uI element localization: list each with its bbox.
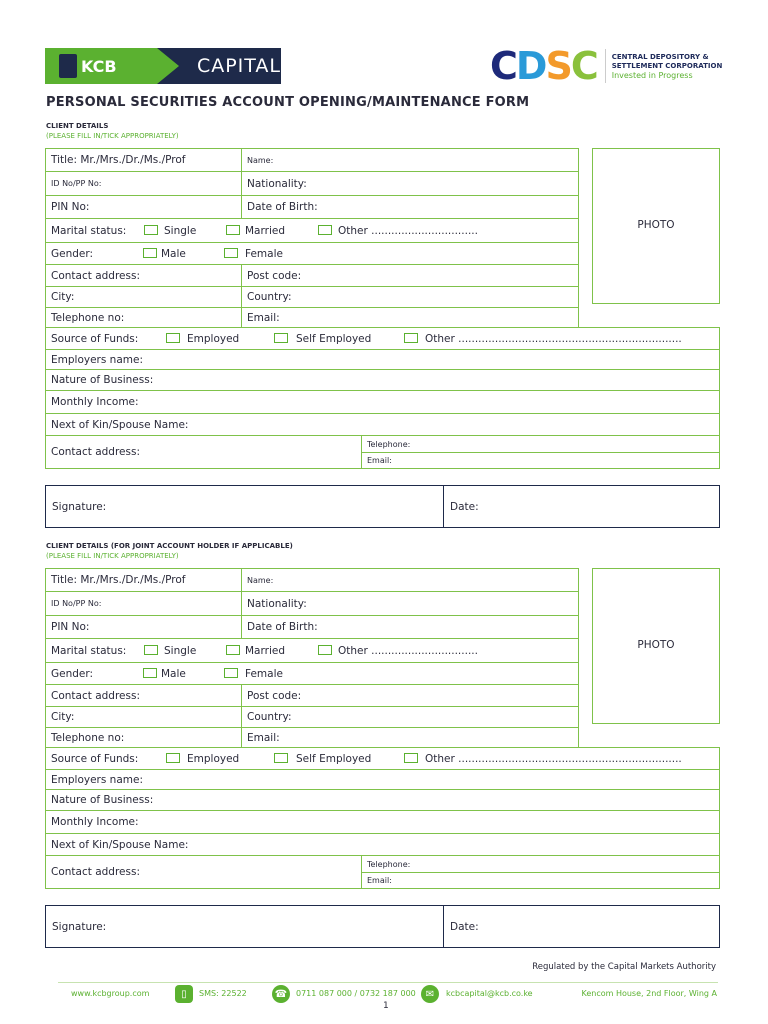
cdsc-text — [612, 53, 723, 80]
kcb-unit: CAPITAL — [196, 55, 281, 77]
self-employed-label: Self Employed — [296, 332, 372, 345]
joint-male-checkbox[interactable] — [143, 668, 157, 678]
gender-row — [45, 242, 579, 265]
joint-source-of-funds-label: Source of Funds: — [51, 752, 139, 765]
employers-name-field[interactable]: Employers name: — [45, 349, 720, 370]
female-checkbox[interactable] — [224, 248, 238, 258]
joint-photo-label: PHOTO — [637, 639, 675, 651]
male-label: Male — [161, 247, 186, 260]
date-field[interactable] — [443, 485, 720, 528]
joint-kin-telephone-field[interactable]: Telephone: — [361, 855, 720, 873]
married-checkbox[interactable] — [226, 225, 240, 235]
next-of-kin-field[interactable]: Next of Kin/Spouse Name: — [45, 413, 720, 436]
kcb-logo-green — [45, 48, 157, 84]
page-number: 1 — [383, 1001, 389, 1011]
other-funds-checkbox[interactable] — [404, 333, 418, 343]
other-marital-label: Other ................................ — [338, 224, 478, 237]
marital-row — [45, 218, 579, 243]
joint-other-funds-label: Other ................................................................... — [425, 752, 682, 765]
phone-numbers: 0711 087 000 / 0732 187 000 — [296, 989, 416, 998]
cdsc-line2: SETTLEMENT CORPORATION — [611, 61, 723, 70]
name-field[interactable]: Name: — [241, 148, 579, 172]
female-label: Female — [245, 247, 283, 260]
cdsc-divider — [605, 49, 606, 83]
website-link[interactable]: www.kcbgroup.com — [71, 989, 150, 998]
kin-contact-address-field[interactable]: Contact address: — [45, 435, 362, 469]
photo-box[interactable] — [592, 148, 720, 304]
section2-subheading: (PLEASE FILL IN/TICK APPROPRIATELY) — [46, 552, 179, 560]
joint-next-of-kin-field[interactable]: Next of Kin/Spouse Name: — [45, 833, 720, 856]
joint-male-label: Male — [161, 667, 186, 680]
section2-heading: CLIENT DETAILS (FOR JOINT ACCOUNT HOLDER IF APPLICABLE) — [46, 542, 293, 550]
cdsc-line1: CENTRAL DEPOSITORY & — [611, 52, 709, 61]
section1-subheading: (PLEASE FILL IN/TICK APPROPRIATELY) — [46, 132, 179, 140]
joint-other-marital-label: Other ................................ — [338, 644, 478, 657]
joint-dob-field[interactable]: Date of Birth: — [241, 615, 579, 639]
joint-country-field[interactable]: Country: — [241, 706, 579, 728]
joint-post-code-field[interactable]: Post code: — [241, 684, 579, 707]
marital-label: Marital status: — [51, 224, 127, 237]
kcb-logo-navy — [157, 48, 281, 84]
contact-address-field[interactable]: Contact address: — [45, 264, 242, 287]
photo-label: PHOTO — [637, 219, 675, 231]
self-employed-checkbox[interactable] — [274, 333, 288, 343]
office-address: Kencom House, 2nd Floor, Wing A — [581, 989, 717, 998]
gender-label: Gender: — [51, 247, 94, 260]
date-label: Date: — [450, 500, 479, 513]
joint-female-checkbox[interactable] — [224, 668, 238, 678]
employed-label: Employed — [187, 332, 240, 345]
joint-marital-label: Marital status: — [51, 644, 127, 657]
joint-nature-of-business-field[interactable]: Nature of Business: — [45, 789, 720, 811]
cdsc-tagline: Invested in Progress — [611, 70, 693, 80]
joint-name-field[interactable]: Name: — [241, 568, 579, 592]
cdsc-letter-s: S — [545, 44, 571, 88]
joint-gender-label: Gender: — [51, 667, 94, 680]
country-field[interactable]: Country: — [241, 286, 579, 308]
joint-marital-row — [45, 638, 579, 663]
kcb-brand: KCB — [81, 56, 117, 76]
post-code-field[interactable]: Post code: — [241, 264, 579, 287]
joint-contact-address-field[interactable]: Contact address: — [45, 684, 242, 707]
joint-married-checkbox[interactable] — [226, 645, 240, 655]
phone-sms-icon: ▯ — [175, 985, 193, 1003]
cdsc-letter-c2: C — [570, 44, 597, 88]
male-checkbox[interactable] — [143, 248, 157, 258]
joint-self-employed-checkbox[interactable] — [274, 753, 288, 763]
joint-signature-label: Signature: — [52, 920, 107, 933]
signature-label: Signature: — [52, 500, 107, 513]
nature-of-business-field[interactable]: Nature of Business: — [45, 369, 720, 391]
single-label: Single — [164, 224, 197, 237]
joint-employed-checkbox[interactable] — [166, 753, 180, 763]
joint-email-field[interactable]: Email: — [241, 727, 579, 748]
joint-monthly-income-field[interactable]: Monthly Income: — [45, 810, 720, 834]
joint-photo-box[interactable] — [592, 568, 720, 724]
joint-signature-field[interactable] — [45, 905, 444, 948]
form-title: PERSONAL SECURITIES ACCOUNT OPENING/MAINTENANCE FORM — [46, 95, 530, 110]
email-link[interactable]: kcbcapital@kcb.co.ke — [446, 989, 533, 998]
joint-kin-email-field[interactable]: Email: — [361, 872, 720, 889]
joint-gender-row — [45, 662, 579, 685]
lion-icon — [59, 54, 77, 78]
joint-date-field[interactable] — [443, 905, 720, 948]
city-field[interactable]: City: — [45, 286, 242, 308]
other-funds-label: Other ................................................................... — [425, 332, 682, 345]
joint-city-field[interactable]: City: — [45, 706, 242, 728]
joint-id-no-field[interactable]: ID No/PP No: — [45, 591, 242, 616]
other-marital-checkbox[interactable] — [318, 225, 332, 235]
single-checkbox[interactable] — [144, 225, 158, 235]
joint-self-employed-label: Self Employed — [296, 752, 372, 765]
monthly-income-field[interactable]: Monthly Income: — [45, 390, 720, 414]
employed-checkbox[interactable] — [166, 333, 180, 343]
joint-single-checkbox[interactable] — [144, 645, 158, 655]
pin-field[interactable]: PIN No: — [45, 195, 242, 219]
cdsc-letters — [490, 44, 597, 88]
telephone-icon: ☎ — [272, 985, 290, 1003]
joint-employers-name-field[interactable]: Employers name: — [45, 769, 720, 790]
sms-text: SMS: 22522 — [199, 989, 247, 998]
id-no-field[interactable]: ID No/PP No: — [45, 171, 242, 196]
married-label: Married — [245, 224, 285, 237]
regulated-text: Regulated by the Capital Markets Authority — [532, 962, 716, 972]
joint-nationality-field[interactable]: Nationality: — [241, 591, 579, 616]
joint-telephone-field[interactable]: Telephone no: — [45, 727, 242, 748]
kin-telephone-field[interactable]: Telephone: — [361, 435, 720, 453]
footer-divider — [58, 982, 718, 983]
source-of-funds-label: Source of Funds: — [51, 332, 139, 345]
telephone-field[interactable]: Telephone no: — [45, 307, 242, 328]
dob-field[interactable]: Date of Birth: — [241, 195, 579, 219]
cdsc-letter-d: D — [515, 44, 546, 88]
kin-email-field[interactable]: Email: — [361, 452, 720, 469]
joint-other-marital-checkbox[interactable] — [318, 645, 332, 655]
cdsc-letter-c1: C — [490, 44, 516, 88]
kcb-capital-logo — [45, 48, 281, 84]
joint-employed-label: Employed — [187, 752, 240, 765]
joint-pin-field[interactable]: PIN No: — [45, 615, 242, 639]
joint-kin-contact-address-field[interactable]: Contact address: — [45, 855, 362, 889]
joint-other-funds-checkbox[interactable] — [404, 753, 418, 763]
joint-married-label: Married — [245, 644, 285, 657]
email-icon: ✉ — [421, 985, 439, 1003]
section1-heading: CLIENT DETAILS — [46, 122, 109, 130]
joint-date-label: Date: — [450, 920, 479, 933]
cdsc-logo — [490, 46, 722, 86]
joint-title-field[interactable]: Title: Mr./Mrs./Dr./Ms./Prof — [45, 568, 242, 592]
joint-female-label: Female — [245, 667, 283, 680]
joint-single-label: Single — [164, 644, 197, 657]
signature-field[interactable] — [45, 485, 444, 528]
email-field[interactable]: Email: — [241, 307, 579, 328]
nationality-field[interactable]: Nationality: — [241, 171, 579, 196]
title-field[interactable]: Title: Mr./Mrs./Dr./Ms./Prof — [45, 148, 242, 172]
